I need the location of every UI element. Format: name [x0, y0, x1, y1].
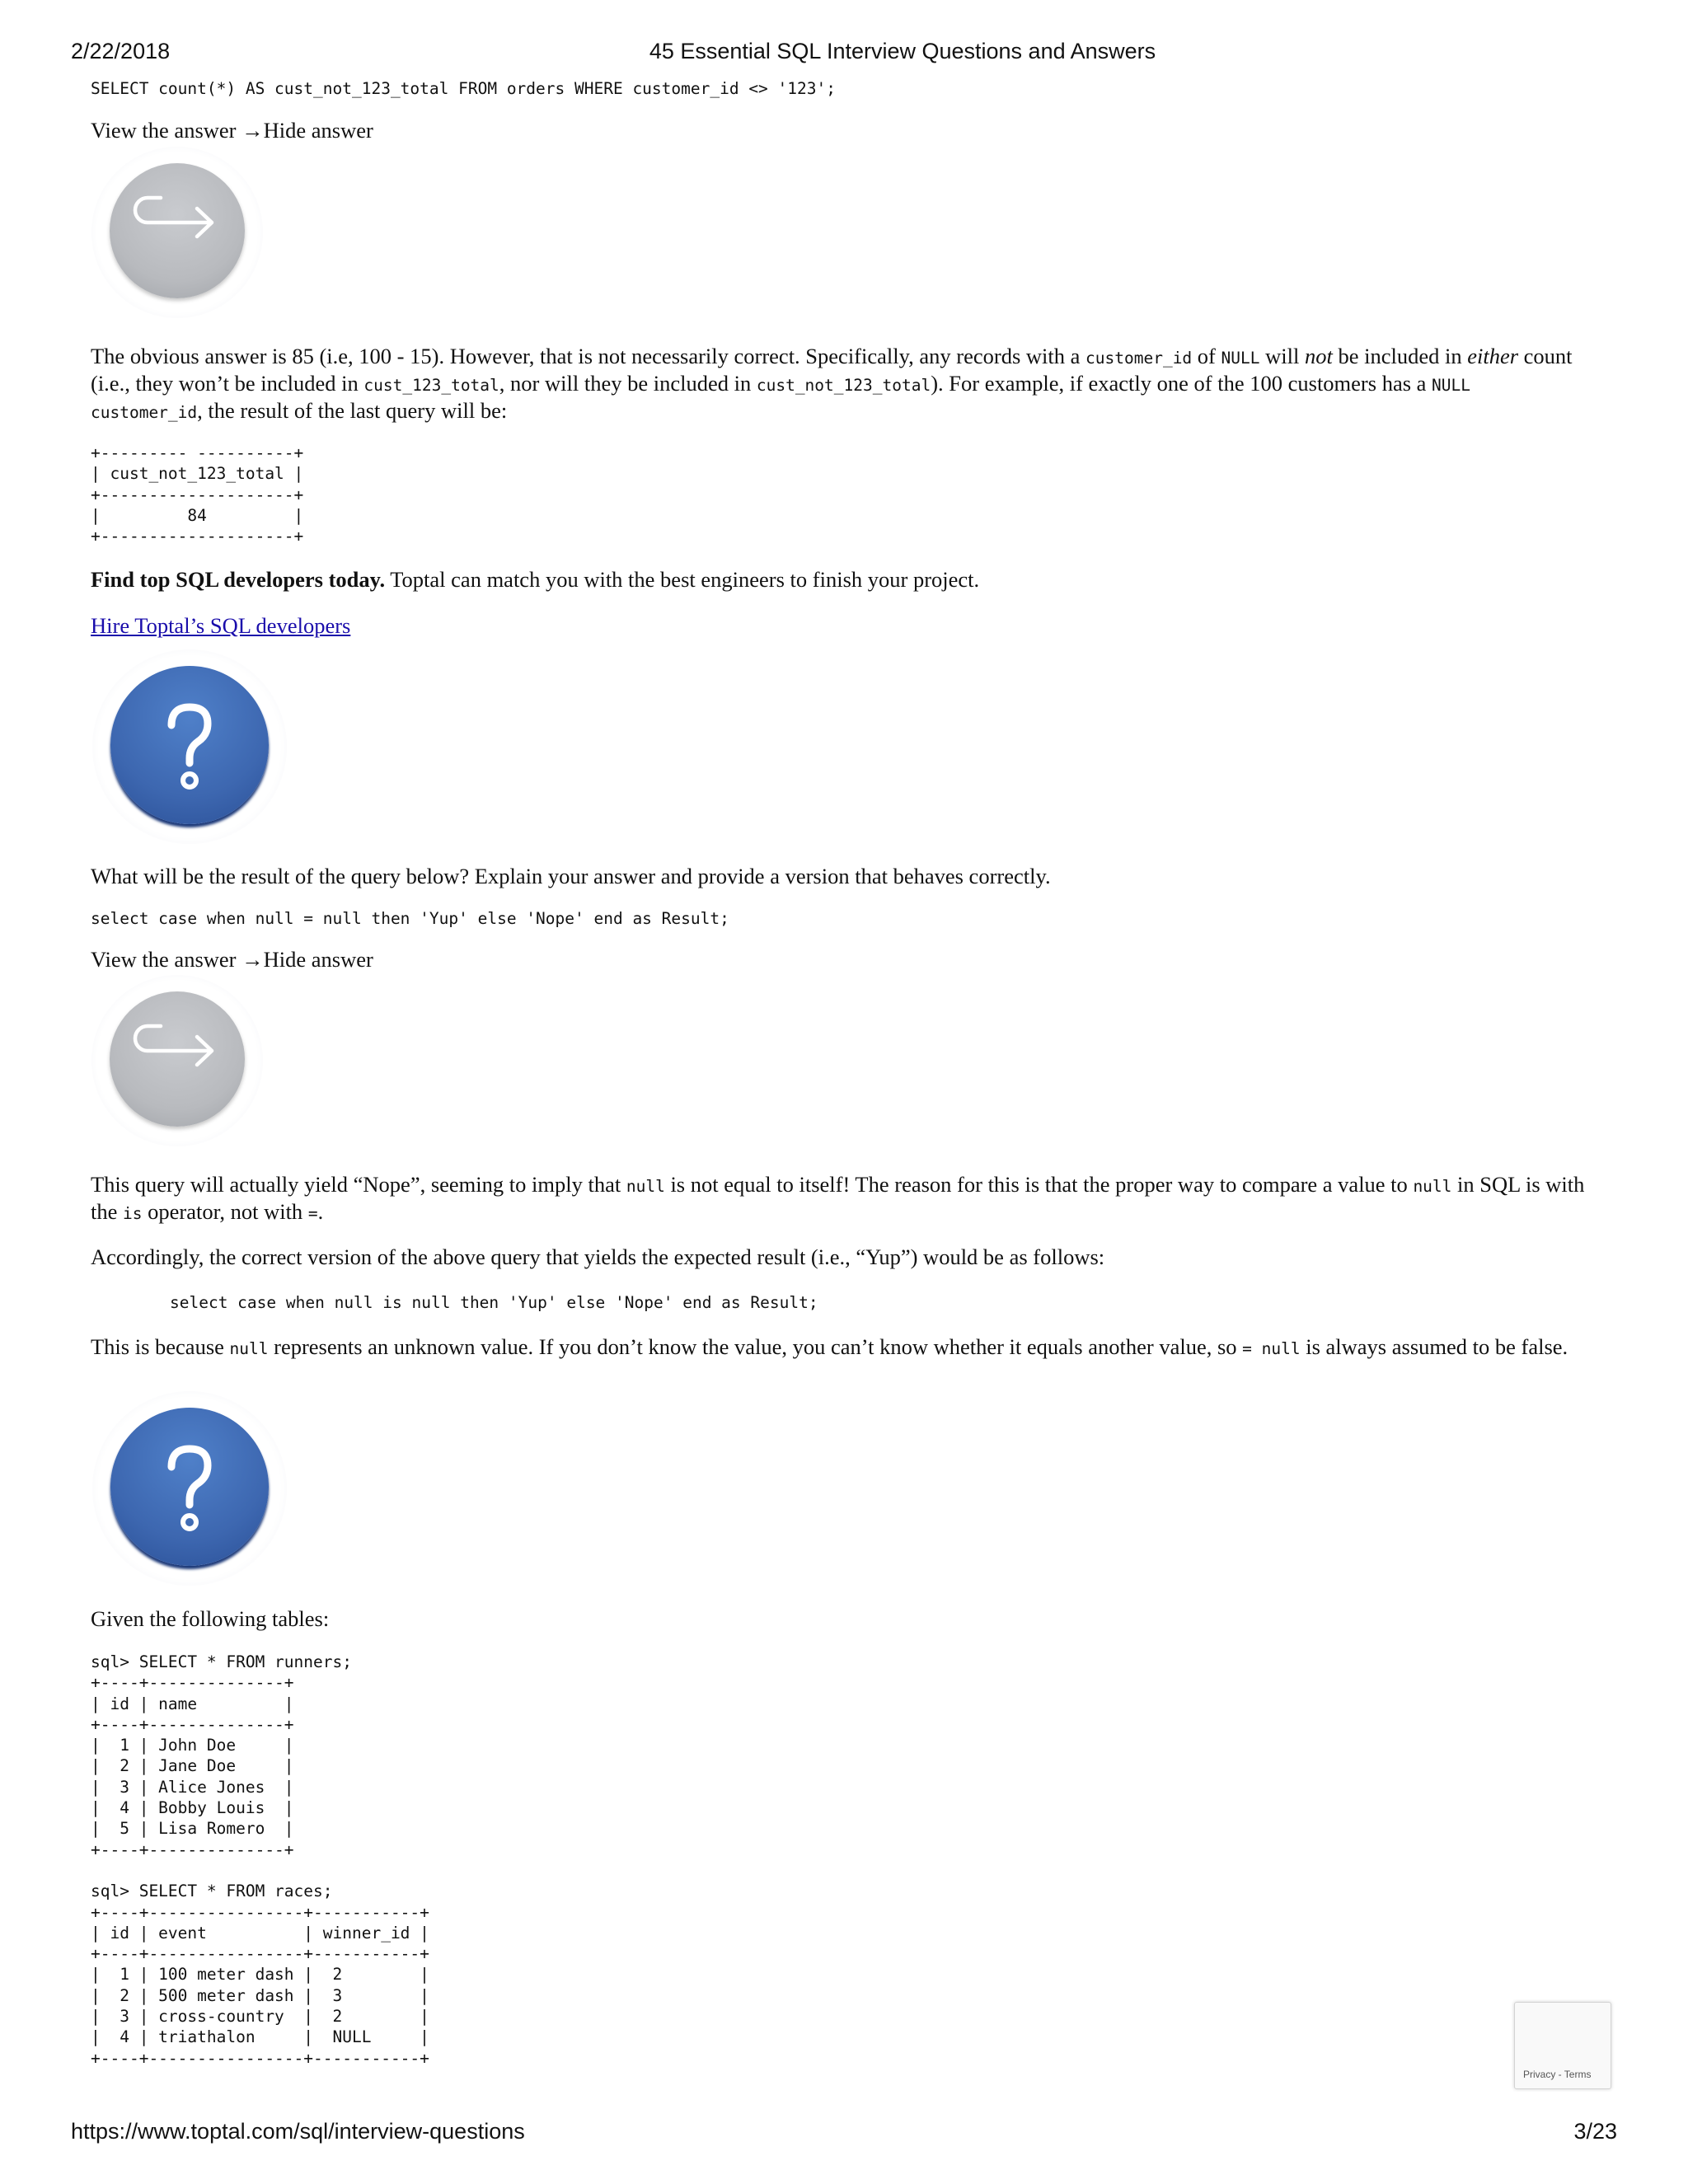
question-2-code: select case when null = null then 'Yup' else 'Nope' end as Result;	[91, 909, 729, 928]
question-3-text: Given the following tables:	[91, 1606, 330, 1631]
hire-developers-link[interactable]: Hire Toptal’s SQL developers	[91, 613, 351, 638]
answer-icon-halo	[91, 147, 263, 318]
view-answer-toggle[interactable]: View the answer →Hide answer	[91, 118, 373, 143]
question-mark-icon-2	[110, 1408, 269, 1566]
promo-text: Find top SQL developers today. Toptal can match you with the best engineers to finish your project.	[91, 567, 980, 592]
question-icon-halo-2	[92, 1391, 287, 1586]
question-2-text: What will be the result of the query below? Explain your answer and provide a version that behaves correctly.	[91, 864, 1051, 888]
answer-2-paragraph: This query will actually yield “Nope”, seeming to imply that null is not equal to itself! The reason for this is that the proper way to compare a value to null in SQL is with the is operator, not with =.	[91, 1172, 1585, 1224]
question-mark-icon	[110, 666, 269, 824]
result-table: +--------- ----------+ | cust_not_123_total | +--------------------+ | 84 | +--------------------+	[91, 443, 304, 546]
page-url: https://www.toptal.com/sql/interview-questions	[71, 2119, 525, 2144]
page-title: 45 Essential SQL Interview Questions and Answers	[649, 39, 1156, 63]
recaptcha-links[interactable]: Privacy - Terms	[1523, 2069, 1592, 2080]
answer-arrow-icon-2	[110, 991, 245, 1127]
view-answer-toggle-2[interactable]: View the answer →Hide answer	[91, 947, 373, 972]
answer-2-code: select case when null is null then 'Yup' else 'Nope' end as Result;	[170, 1293, 818, 1312]
answer-icon-halo-2	[91, 975, 263, 1146]
answer-1-paragraph: The obvious answer is 85 (i.e, 100 - 15). However, that is not necessarily correct. Specifically, any records with a customer_id of NULL will not be included in either count (i.e., they won’t be included in cust_123_total, nor will they be included in cust_not_123_total). For example, if exactly one of the 100 customers has a NULL customer_id, the result of the last query will be:	[91, 344, 1573, 423]
code-count-query: SELECT count(*) AS cust_not_123_total FROM orders WHERE customer_id <> '123';	[91, 79, 836, 98]
recaptcha-badge[interactable]	[1514, 2002, 1611, 2089]
print-date: 2/22/2018	[71, 39, 171, 63]
question-icon-halo	[92, 649, 287, 844]
answer-2-paragraph-2: Accordingly, the correct version of the above query that yields the expected result (i.e., “Yup”) would be as follows:	[91, 1244, 1105, 1269]
answer-2-paragraph-3: This is because null represents an unknown value. If you don’t know the value, you can’t know whether it equals another value, so = null is always assumed to be false.	[91, 1334, 1568, 1359]
answer-arrow-icon	[110, 163, 245, 298]
runners-races-tables: sql> SELECT * FROM runners; +----+--------------+ | id | name | +----+--------------+ | 1 | John Doe | | 2 | Jane Doe | | 3 | Alice Jones | | 4 | Bobby Louis | | 5 | Lisa Romero | +----+--------------+ sql> SELECT * FROM races; +----+----------------+-----------+ | id | event | winner_id | +----+----------------+-----------+ | 1 | 100 meter dash | 2 | | 2 | 500 meter dash | 3 | | 3 | cross-country | 2 | | 4 | triathalon | NULL | +----+----------------+-----------+	[91, 1652, 429, 2068]
page-number: 3/23	[1573, 2119, 1617, 2144]
